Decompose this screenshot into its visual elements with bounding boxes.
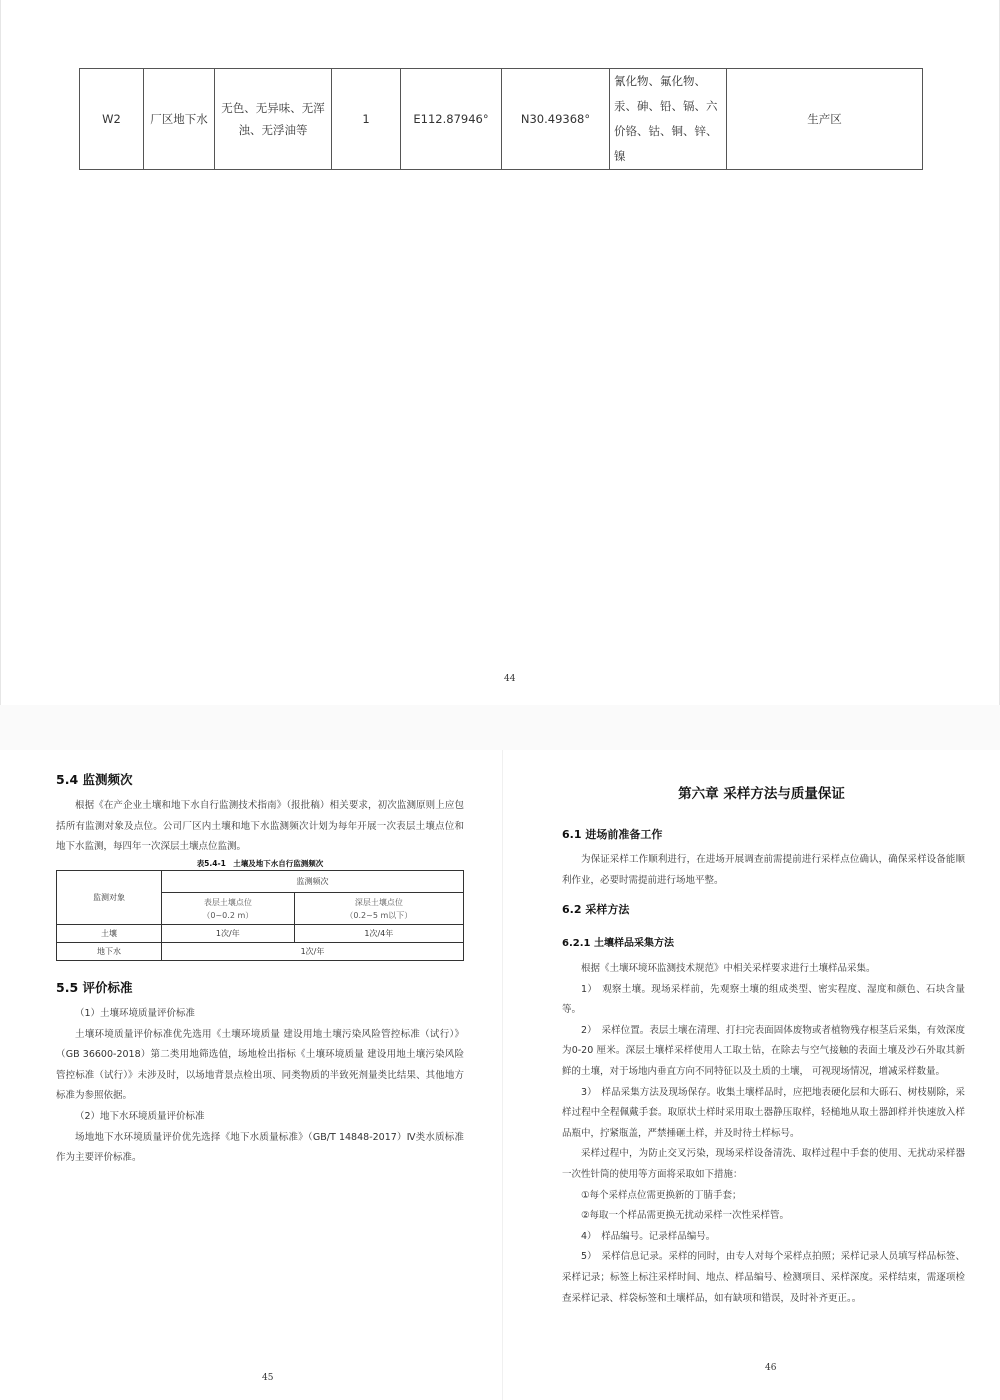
point-latitude: N30.49368° [502,69,610,170]
sampling-intro: 根据《土壤环境环监测技术规范》中相关采样要求进行土壤样品采集。 [581,963,876,974]
step-position: 2） 采样位置。表层土壤在清理、打扫完表面固体废物或者植物残存根茎后采集，有效深度为0-20 厘米。深层土壤样采样使用人工取土钻，在除去与空气接触的表面土壤及沙石外取其新鲜的土壤，对于场地内垂直方向不同特征以及土质的土壤， 可视现场情况，增减采样数量。 [562,1024,965,1077]
point-longitude: E112.87946° [401,69,502,170]
table-row [57,925,464,943]
measure-tubes: ②每取一个样品需更换无扰动采样一次性采样管。 [581,1210,790,1222]
step-observe: 1） 观察土壤。现场采样前，先观察土壤的组成类型、密实程度、湿度和颜色、石块含量等。 [562,983,965,1016]
header-frequency: 监测频次 [162,871,464,893]
monitoring-point-table [79,68,923,170]
page-45 [0,750,503,1400]
table-row [80,69,923,170]
page-number: 44 [504,674,516,684]
section-5-4-paragraph: 根据《在产企业土壤和地下水自行监测技术指南》（报批稿）相关要求，初次监测原则上应包括所有监测对象及点位。公司厂区内土壤和地下水监测频次计划为每年开展一次表层土壤点位和地下水监测，每四年一次深层土壤点位监测。 [56,800,464,853]
page-edge [0,0,1,705]
section-5-4-title: 5.4 监测频次 [56,772,133,787]
header-surface-label: 表层土壤点位 [203,897,252,907]
groundwater-standard-paragraph: 场地地下水环境质量评价优先选择《地下水质量标准》（GB/T 14848-2017）Ⅳ类水质标准作为主要评价标准。 [56,1131,464,1164]
page-number: 45 [262,1373,274,1383]
measure-gloves: ①每个采样点位需更换新的丁腈手套； [581,1189,742,1201]
point-count: 1 [332,69,401,170]
header-deep [294,893,463,925]
step-numbering: 4） 样品编号。记录样品编号。 [581,1230,716,1242]
table-row [57,943,464,961]
section-6-2-1-title: 6.2.1 土壤样品采集方法 [562,938,674,949]
section-6-1-title: 6.1 进场前准备工作 [562,828,663,841]
page-number: 46 [765,1363,777,1373]
header-object: 监测对象 [57,871,162,925]
row-groundwater-freq: 1次/年 [162,943,464,961]
chapter-6-title: 第六章 采样方法与质量保证 [678,786,845,802]
sub-heading-soil: （1）土壤环境质量评价标准 [75,1008,196,1019]
section-5-5-title: 5.5 评价标准 [56,980,133,995]
point-id: W2 [80,69,144,170]
header-surface-depth: （0~0.2 m） [202,910,254,920]
row-groundwater-name: 地下水 [57,943,162,961]
row-soil-deep: 1次/4年 [294,925,463,943]
table-row [57,871,464,893]
point-location: 厂区地下水 [144,69,215,170]
frequency-table [56,870,464,961]
sub-heading-groundwater: （2）地下水环境质量评价标准 [75,1110,205,1122]
row-soil-surface: 1次/年 [162,925,295,943]
contamination-prevention: 采样过程中，为防止交叉污染，现场采样设备清洗、取样过程中手套的使用、无扰动采样器一次性针筒的使用等方面将采取如下措施： [562,1148,965,1180]
soil-standard-paragraph: 土壤环境质量评价标准优先选用《土壤环境质量 建设用地土壤污染风险管控标准（试行）》（GB 36600-2018）第二类用地筛选值，场地检出指标《土壤环境质量 建设用地土壤污染风险管控标准（试行）》未涉及时，以场地背景点检出项、同类物质的半致死剂量类比结果、其他地方标准为参照依据。 [56,1028,464,1102]
header-surface [162,893,295,925]
point-test-items: 氰化物、氟化物、汞、砷、铅、镉、六价铬、钴、铜、锌、镍 [610,69,727,170]
section-5-5-body [56,1004,464,1169]
section-6-2-1-body [562,959,965,1309]
header-deep-depth: （0.2~5 m以下） [345,910,413,920]
row-soil-name: 土壤 [57,925,162,943]
point-area: 生产区 [727,69,923,170]
step-recording: 5） 采样信息记录。采样的同时，由专人对每个采样点拍照；采样记录人员填写样品标签、采样记录；标签上标注采样时间、地点、样品编号、检测项目、采样深度。采样结束，需逐项检查采样记录、样袋标签和土壤样品，如有缺项和错误，及时补齐更正。。 [562,1251,965,1304]
header-deep-label: 深层土壤点位 [354,897,403,907]
page-gap [0,705,1000,750]
point-appearance: 无色、无异味、无浑浊、无浮油等 [215,69,332,170]
step-collection: 3） 样品采集方法及现场保存。收集土壤样品时，应把地表硬化层和大砾石、树枝剔除，采样过程中全程佩戴手套。取原状土样时采用取土器静压取样，轻槌地从取土器卸样并快速放入样品瓶中，拧紧瓶盖，严禁捶砸土样，并及时待土样标号。 [562,1086,965,1139]
section-6-2-title: 6.2 采样方法 [562,903,630,916]
table-caption: 表5.4-1 土壤及地下水自行监测频次 [196,859,324,868]
section-6-1-paragraph: 为保证采样工作顺利进行，在进场开展调查前需提前进行采样点位确认，确保采样设备能顺利作业，必要时需提前进行场地平整。 [562,854,965,886]
page-46 [503,750,1000,1400]
